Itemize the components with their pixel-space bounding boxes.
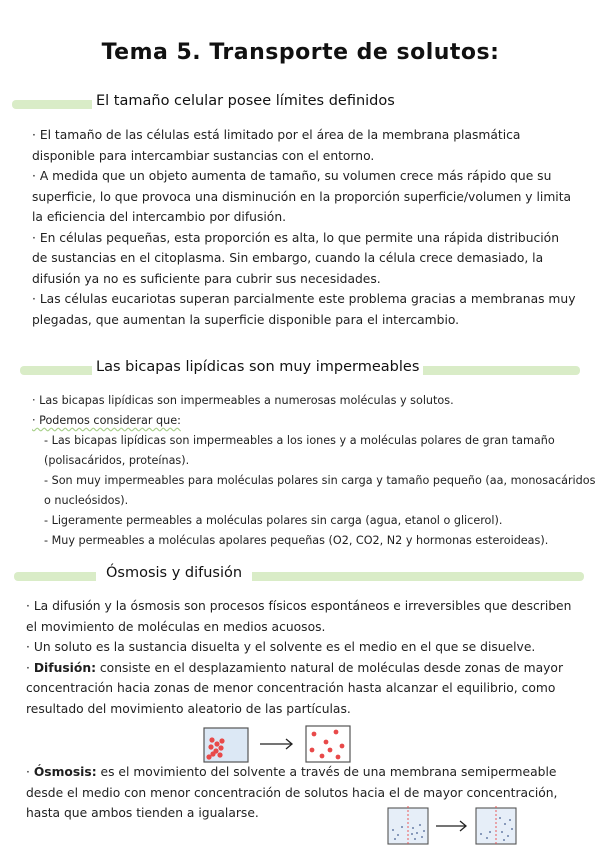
paragraph: · En células pequeñas, esta proporción es alta, lo que permite una rápida distribución de sustancias en el citoplasma. Sin embargo, cuando la célula crece demasiado, la difusión ya no es suficiente para cubrir sus necesidades. (32, 230, 559, 286)
term-osmosis: Ósmosis: (33, 765, 97, 779)
paragraph (32, 411, 597, 431)
section-osmosis-body (26, 596, 586, 719)
paragraph: · A medida que un objeto aumenta de tamaño, su volumen crece más rápido que su superficie, lo que provoca una disminución en la proporción superficie/volumen y limita la eficiencia del intercambio por difusión. (32, 169, 572, 224)
beaker-after (306, 726, 350, 762)
list-item: - Las bicapas lipídicas son impermeables a los iones y a moléculas polares de gran tamaño (polisacáridos, proteínas). (44, 434, 555, 467)
list-item: - Son muy impermeables para moléculas polares sin carga y tamaño pequeño (aa, monosacáridos o nucleósidos). (44, 474, 596, 507)
page-title: Tema 5. Transporte de solutos: (101, 40, 500, 65)
paragraph: · Un soluto es la sustancia disuelta y el solvente es el medio en el que se disuelve. (26, 640, 536, 654)
term-difusion: Difusión: (33, 660, 97, 675)
diffusion-diagram (200, 722, 360, 766)
paragraph: · Las bicapas lipídicas son impermeables a numerosas moléculas y solutos. (32, 394, 454, 407)
paragraph: · Ósmosis: es el movimiento del solvente a través de una membrana semipermeable desde el medio con menor concentración de solutos hacia el de mayor concentración, hasta que ambos tienden a igualarse. (26, 765, 558, 820)
osmosis-diagram (384, 804, 524, 848)
definition-difusion: consiste en el desplazamiento natural de moléculas desde zonas de mayor concentración hacia zonas de menor concentración hasta alcanzar el equilibrio, como resultado del movimiento aleatorio de las partículas. (26, 660, 563, 716)
paragraph: · Difusión: consiste en el desplazamiento natural de moléculas desde zonas de mayor concentración hacia zonas de menor concentración hasta alcanzar el equilibrio, como resultado del movimiento aleatorio de las partículas. (26, 660, 563, 716)
section-bilayer-body (32, 391, 597, 551)
section-heading-osmosis: Ósmosis y difusión (96, 565, 252, 581)
wavy-underlined-text: · Podemos considerar que: (32, 414, 181, 427)
section-size-body (32, 125, 577, 330)
paragraph: · Las células eucariotas superan parcialmente este problema gracias a membranas muy plegadas, que aumentan la superficie disponible para el intercambio. (32, 292, 576, 327)
paragraph: · El tamaño de las células está limitado por el área de la membrana plasmática disponible para intercambiar sustancias con el entorno. (32, 128, 521, 163)
definition-osmosis: es el movimiento del solvente a través de una membrana semipermeable desde el medio con menor concentración de solutos hacia el de mayor concentración, hasta que ambos tienden a igualarse. (26, 765, 558, 820)
list-item: - Muy permeables a moléculas apolares pequeñas (O2, CO2, N2 y hormonas esteroideas). (44, 534, 549, 547)
section-heading-size: El tamaño celular posee límites definidos (92, 93, 399, 109)
paragraph: · La difusión y la ósmosis son procesos físicos espontáneos e irreversibles que describen el movimiento de moléculas en medios acuosos. (26, 599, 572, 634)
section-heading-bilayer: Las bicapas lipídicas son muy impermeables (92, 359, 423, 375)
list-item: - Ligeramente permeables a moléculas polares sin carga (agua, etanol o glicerol). (44, 514, 503, 527)
